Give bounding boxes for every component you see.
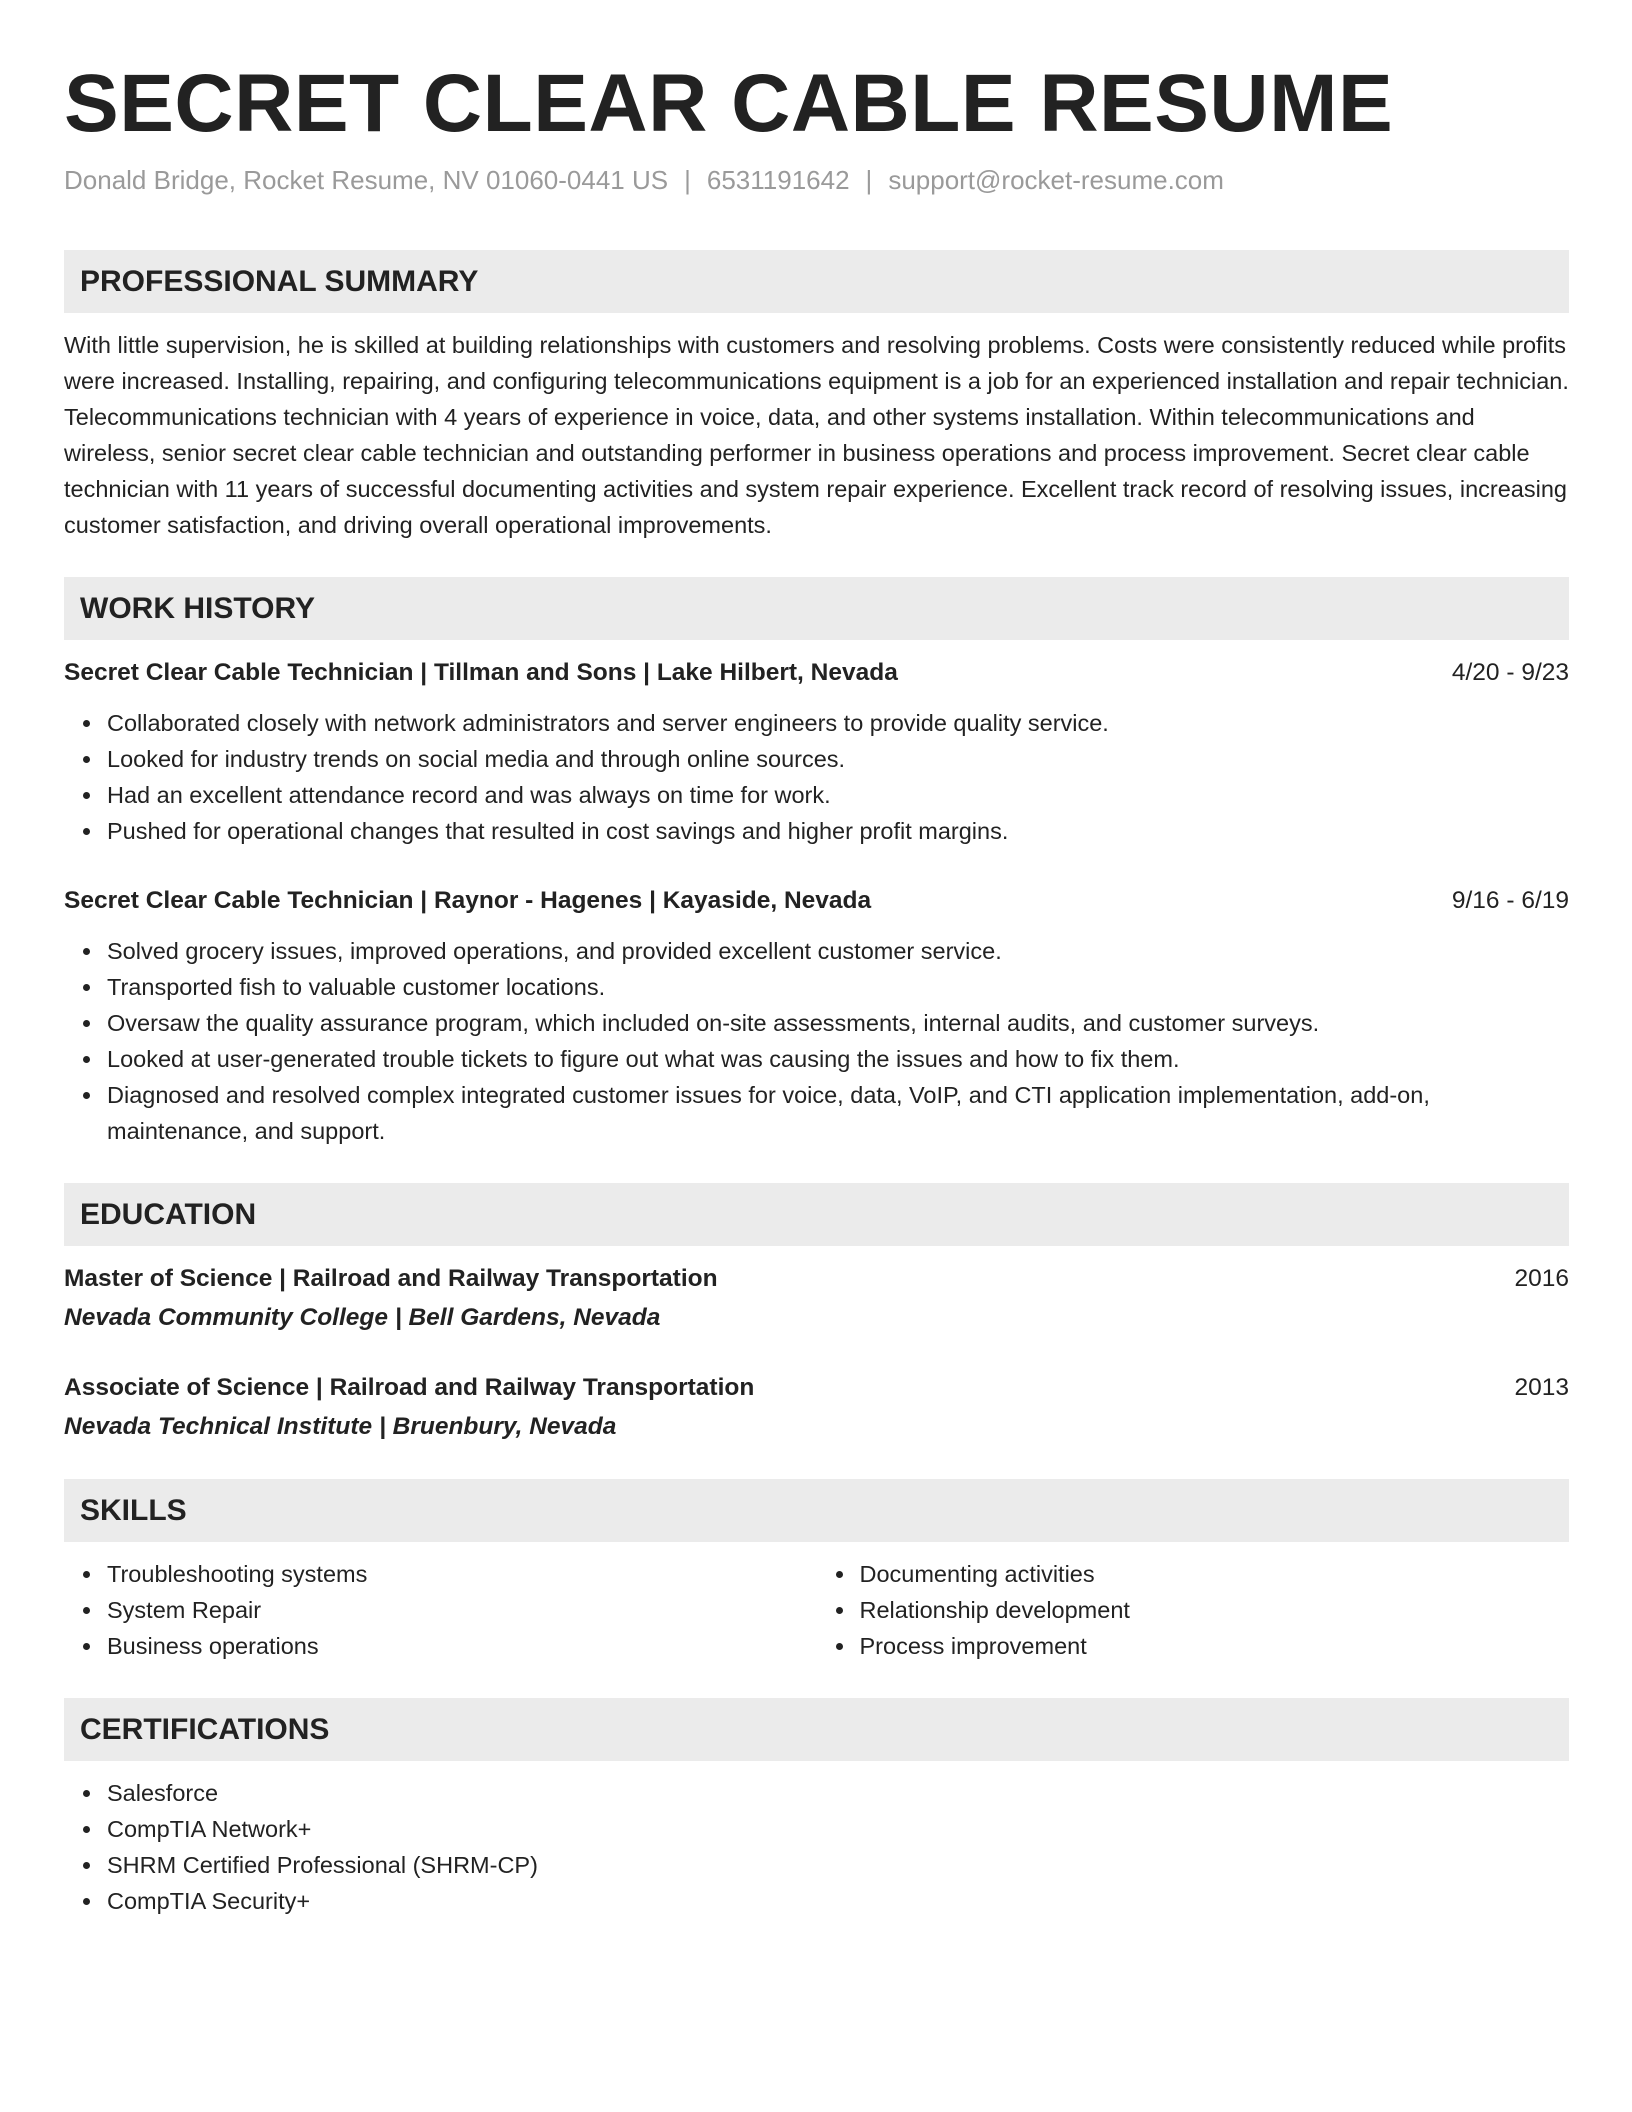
education-degree: Associate of Science | Railroad and Railway Transportation [64,1374,755,1401]
certification-item: CompTIA Security+ [107,1883,1569,1919]
education-school: Nevada Technical Institute | Bruenbury, Nevada [64,1413,617,1440]
summary-text: With little supervision, he is skilled at building relationships with customers and resolving problems. Costs were consistently reduced while profits were increased. Installing, repairing, and configuring telecommunications equipment is a job for an experienced installation and repair technician. Telecommunications technician with 4 years of experience in voice, data, and other systems installation. Within telecommunications and wireless, senior secret clear cable technician and outstanding performer in business operations and process improvement. Secret clear cable technician with 11 years of successful documenting activities and system repair experience. Excellent track record of resolving issues, increasing customer satisfaction, and driving overall operational improvements. [64,332,1569,538]
skill-item: Relationship development [860,1592,1570,1628]
section-heading-education: EDUCATION [64,1183,1569,1246]
education-header [64,1370,1569,1406]
section-heading-skills: SKILLS [64,1479,1569,1542]
job-bullet: Diagnosed and resolved complex integrated customer issues for voice, data, VoIP, and CTI application implementation, add-on, maintenance, and support. [107,1077,1569,1149]
education-year: 2016 [1514,1265,1569,1292]
contact-address: Donald Bridge, Rocket Resume, NV 01060-0441 US [64,165,669,195]
job-header [64,883,1569,919]
job-entry [64,655,1569,849]
certification-item: Salesforce [107,1775,1569,1811]
section-heading-work-history: WORK HISTORY [64,577,1569,640]
skill-item: System Repair [107,1592,817,1628]
certifications-list [64,1775,1569,1919]
job-bullet: Looked for industry trends on social media and through online sources. [107,741,1569,777]
job-title: Secret Clear Cable Technician | Tillman and Sons | Lake Hilbert, Nevada [64,659,898,686]
education-header [64,1261,1569,1297]
contact-phone: 6531191642 [706,165,850,195]
skill-item: Process improvement [860,1628,1570,1664]
education-year: 2013 [1514,1374,1569,1401]
resume-title: SECRET CLEAR CABLE RESUME [64,58,1394,149]
skills-right-column [817,1556,1570,1664]
education-entry [64,1370,1569,1445]
certification-item: CompTIA Network+ [107,1811,1569,1847]
education-entry [64,1261,1569,1336]
job-dates: 9/16 - 6/19 [1451,887,1569,914]
skill-item: Documenting activities [860,1556,1570,1592]
job-dates: 4/20 - 9/23 [1451,659,1569,686]
job-bullet: Transported fish to valuable customer locations. [107,969,1569,1005]
education-degree: Master of Science | Railroad and Railway Transportation [64,1265,718,1292]
contact-email: support@rocket-resume.com [888,165,1224,195]
job-bullet: Solved grocery issues, improved operations, and provided excellent customer service. [107,933,1569,969]
job-bullets [64,705,1569,849]
certification-item: SHRM Certified Professional (SHRM-CP) [107,1847,1569,1883]
contact-separator: | [865,165,873,195]
skills-grid [64,1542,1569,1664]
job-header [64,655,1569,691]
contact-line [64,162,1569,198]
job-bullet: Pushed for operational changes that resulted in cost savings and higher profit margins. [107,813,1569,849]
job-bullet: Had an excellent attendance record and was always on time for work. [107,777,1569,813]
job-bullet: Looked at user-generated trouble tickets to figure out what was causing the issues and how to fix them. [107,1041,1569,1077]
contact-separator: | [684,165,691,195]
skills-left-column [64,1556,817,1664]
skill-item: Business operations [107,1628,817,1664]
job-bullets [64,933,1569,1149]
job-title: Secret Clear Cable Technician | Raynor - Hagenes | Kayaside, Nevada [64,887,872,914]
section-heading-summary: PROFESSIONAL SUMMARY [64,250,1569,313]
job-bullet: Collaborated closely with network administrators and server engineers to provide quality service. [107,705,1569,741]
job-entry [64,883,1569,1149]
section-heading-certifications: CERTIFICATIONS [64,1698,1569,1761]
skill-item: Troubleshooting systems [107,1556,817,1592]
education-school: Nevada Community College | Bell Gardens, Nevada [64,1304,661,1331]
job-bullet: Oversaw the quality assurance program, which included on-site assessments, internal audits, and customer surveys. [107,1005,1569,1041]
